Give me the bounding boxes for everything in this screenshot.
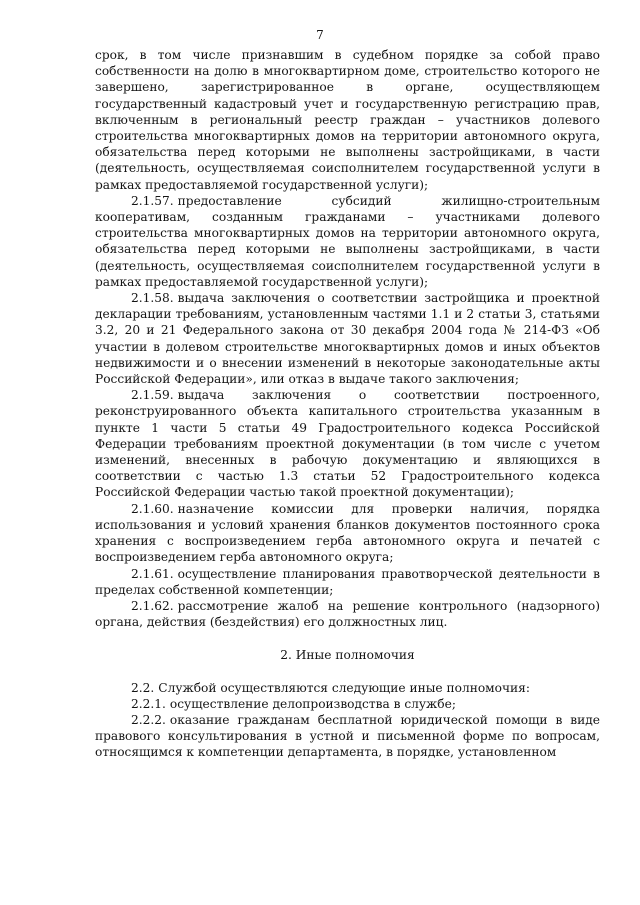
paragraph-number: 2.2.1. bbox=[131, 696, 166, 711]
paragraph-text: рассмотрение жалоб на решение контрольного (надзорного) органа, действия (бездействия) его должностных лиц. bbox=[95, 598, 600, 630]
paragraph-number: 2.1.59. bbox=[131, 388, 174, 403]
paragraph-2-1-61 bbox=[95, 566, 600, 598]
paragraph-2-2-2 bbox=[95, 712, 600, 761]
paragraph-text: выдача заключения о соответствии застройщика и проектной декларации требованиям, установленным частями 1.1 и 2 статьи 3, статьями 3.2, 20 и 21 Федерального закона от 30 декабря 2004 года № 214-ФЗ «Об участии в долевом строительстве многоквартирных домов и иных объектов недвижимости и о внесении изменений в некоторые законодательные акты Российской Федерации», или отказ в выдаче такого заключения; bbox=[95, 291, 600, 387]
paragraph-text: предоставление субсидий жилищно-строительным кооперативам, созданным гражданами – участниками долевого строительства многоквартирных домов на территории автономного округа, обязательства перед которыми не выполнены застройщиками, в части (деятельность, осуществляемая соисполнителем государственной услуги в рамках предоставляемой государственной услуги); bbox=[95, 193, 600, 289]
paragraph-text: осуществление планирования правотворческой деятельности в пределах собственной компетенции; bbox=[95, 566, 600, 597]
paragraph-text: выдача заключения о соответствии построенного, реконструированного объекта капитального строительства указанным в пункте 1 части 5 статьи 49 Градостроительного кодекса Российской Федерации требованиям проектной документации (в том числе с учетом изменений, внесенных в рабочую документацию и являющихся в соответствии с частью 1.3 статьи 52 Градостроительного кодекса Российской Федерации частью такой проектной документации); bbox=[95, 388, 600, 500]
paragraph-text: срок, в том числе признавшим в судебном порядке за собой право собственности на долю в многоквартирном доме, строительство которого не завершено, зарегистрированное в органе, осуществляющем государственный кадастровый учет и государственную регистрацию прав, включенным в региональный реестр граждан – участников долевого строительства многоквартирных домов на территории автономного округа, обязательства перед которыми не выполнены застройщиками, в части (деятельность, осуществляемая соисполнителем государственной услуги в рамках предоставляемой государственной услуги); bbox=[95, 48, 600, 192]
paragraph-number: 2.1.58. bbox=[131, 291, 174, 306]
page-number: 7 bbox=[316, 28, 324, 42]
paragraph-text: оказание гражданам бесплатной юридической помощи в виде правового консультирования в устной и письменной форме по вопросам, относящимся к компетенции департамента, в порядке, установленном bbox=[95, 712, 600, 760]
paragraph-2-1-59 bbox=[95, 387, 600, 500]
paragraph-2-1-58 bbox=[95, 290, 600, 387]
paragraph-number: 2.1.57. bbox=[131, 193, 174, 208]
paragraph-number: 2.1.60. bbox=[131, 501, 174, 516]
section-title: 2. Иные полномочия bbox=[280, 648, 415, 663]
paragraph-text: осуществление делопроизводства в службе; bbox=[169, 696, 456, 711]
paragraph-2-2-1 bbox=[95, 696, 600, 712]
paragraph-2-1-60 bbox=[95, 501, 600, 566]
paragraph-number: 2.2.2. bbox=[131, 712, 166, 727]
paragraph-text: Службой осуществляются следующие иные полномочия: bbox=[158, 680, 530, 695]
paragraph-text: назначение комиссии для проверки наличия, порядка использования и условий хранения бланков документов постоянного срока хранения с воспроизведением герба автономного округа и печатей с воспроизведением герба автономного округа; bbox=[95, 501, 600, 565]
paragraph-number: 2.1.62. bbox=[131, 598, 174, 613]
paragraph-number: 2.2. bbox=[131, 680, 155, 695]
paragraph-2-2 bbox=[95, 680, 600, 696]
paragraph-2-1-62 bbox=[95, 598, 600, 630]
paragraph-continuation bbox=[95, 47, 600, 193]
paragraph-number: 2.1.61. bbox=[131, 566, 174, 581]
paragraph-2-1-57 bbox=[95, 193, 600, 290]
document-body bbox=[95, 47, 600, 761]
